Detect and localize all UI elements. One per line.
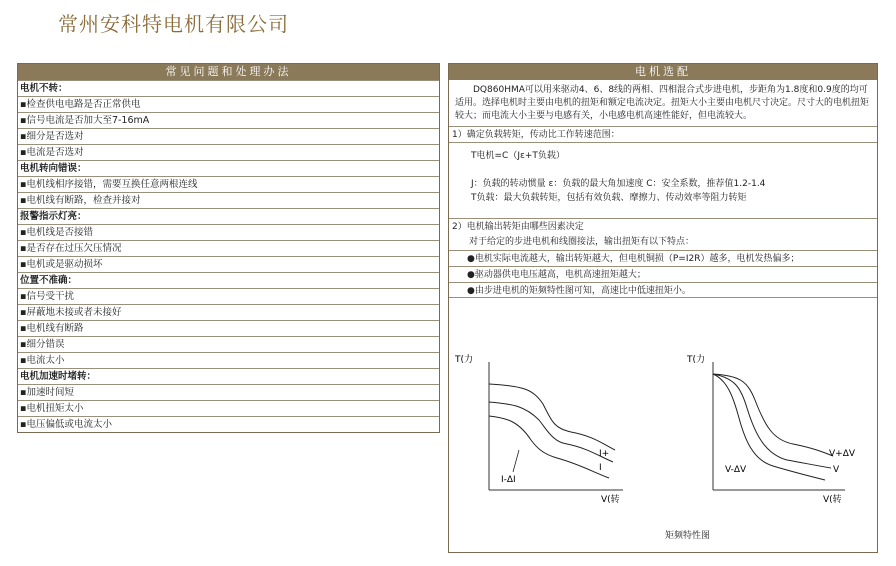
company-name: 常州安科特电机有限公司	[58, 12, 289, 36]
section2-subtitle: 对于给定的步进电机和线圈接法，输出扭矩有以下特点：	[469, 237, 695, 247]
faq-item: ▪是否存在过压欠压情况	[18, 240, 439, 256]
faq-item: ▪细分是否选对	[18, 128, 439, 144]
section2-body	[449, 234, 877, 250]
curve-label-v-minus: V-ΔV	[725, 465, 747, 475]
definition-1: J：负载的转动惯量 ε：负载的最大角加速度 C：安全系数，推荐值1.2-1.4	[471, 179, 766, 189]
faq-item: ▪检查供电电路是否正常供电	[18, 96, 439, 112]
faq-item: ▪加速时间短	[18, 384, 439, 400]
curve-label-v-plus: V+ΔV	[829, 449, 856, 459]
torque-frequency-chart-voltage	[669, 344, 879, 504]
faq-panel	[17, 63, 440, 433]
curve-i	[489, 402, 613, 462]
faq-item: ▪电机线是否接错	[18, 224, 439, 240]
section1-heading: 1）确定负载转矩，传动比工作转速范围：	[449, 126, 877, 142]
motor-selection-panel	[448, 63, 878, 553]
section1-body	[449, 142, 877, 218]
curve-i-plus	[489, 384, 615, 450]
faq-category: 报警指示灯亮：	[18, 208, 439, 224]
faq-item: ▪电机线相序接错，需要互换任意两根连线	[18, 176, 439, 192]
faq-item: ▪信号受干扰	[18, 288, 439, 304]
y-axis-label: T(力	[455, 355, 474, 365]
faq-item: ▪信号电流是否加大至7-16mA	[18, 112, 439, 128]
chart-caption: 矩频特性图	[665, 531, 711, 541]
faq-item: ▪电机线有断路	[18, 320, 439, 336]
x-axis-label: V(转	[823, 495, 842, 504]
curve-i-minus	[489, 416, 609, 478]
faq-item: ▪屏蔽地未接或者未接好	[18, 304, 439, 320]
faq-item: ▪细分错误	[18, 336, 439, 352]
curve-label-i-plus: I+	[599, 449, 610, 459]
curve-v-plus	[713, 374, 833, 456]
curve-v	[713, 374, 831, 468]
faq-item: ▪电机扭矩太小	[18, 400, 439, 416]
faq-list	[18, 80, 439, 432]
torque-frequency-chart-current	[453, 344, 663, 504]
faq-item: ▪电机或是驱动损坏	[18, 256, 439, 272]
curve-label-i-minus: I-ΔI	[501, 475, 516, 485]
formula: T电机=C（Jε+T负载）	[471, 151, 565, 161]
faq-item: ▪电机线有断路，检查并接对	[18, 192, 439, 208]
intro-text: DQ860HMA可以用来驱动4、6、8线的两相、四相混合式步进电机，步距角为1.8度和0.9度的均可适用。选择电机时主要由电机的扭矩和额定电流决定。扭矩大小主要由电机尺寸决定。尺寸大的电机扭矩较大；而电流大小主要与电感有关，小电感电机高速性能好，但电流较大。	[455, 85, 870, 121]
faq-category: 电机转向错误：	[18, 160, 439, 176]
x-axis-label: V(转	[601, 495, 620, 504]
bullet-2: ●驱动器供电电压越高，电机高速扭矩越大；	[449, 266, 877, 282]
bullet-3: ●由步进电机的矩频特性图可知，高速比中低速扭矩小。	[449, 282, 877, 298]
curve-label-i: I	[599, 463, 602, 473]
label-leader	[513, 450, 519, 472]
faq-item: ▪电压偏低或电流太小	[18, 416, 439, 432]
faq-category: 电机不转：	[18, 80, 439, 96]
y-axis-label: T(力	[687, 355, 706, 365]
section2-heading: 2）电机输出转矩由哪些因素决定	[449, 218, 877, 234]
motor-selection-title: 电机选配	[449, 64, 877, 80]
faq-category: 电机加速时堵转：	[18, 368, 439, 384]
faq-item: ▪电流是否选对	[18, 144, 439, 160]
curve-label-v: V	[833, 465, 840, 475]
bullet-1: ●电机实际电流越大，输出转矩越大，但电机铜损（P=I2R）越多，电机发热偏多；	[449, 250, 877, 266]
faq-item: ▪电流太小	[18, 352, 439, 368]
faq-panel-title: 常见问题和处理办法	[18, 64, 439, 80]
faq-category: 位置不准确：	[18, 272, 439, 288]
definition-2: T负载：最大负载转矩，包括有效负载、摩擦力、传动效率等阻力转矩	[471, 193, 747, 203]
